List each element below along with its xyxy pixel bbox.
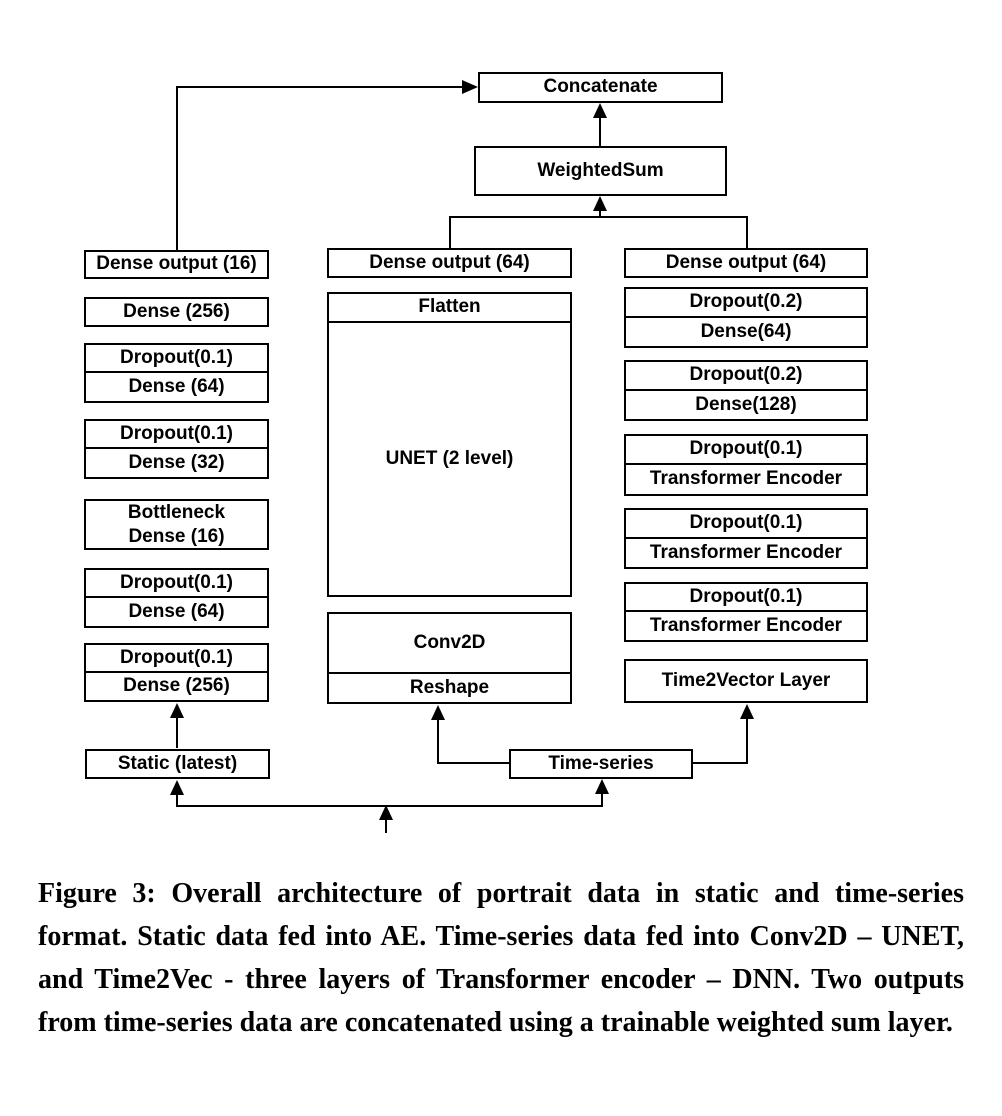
node-dense64: Dense(64) bbox=[626, 316, 866, 346]
node-dropout02-dense128 bbox=[624, 360, 868, 421]
node-dense128: Dense(128) bbox=[626, 389, 866, 419]
figure-caption: Figure 3: Overall architecture of portrait data in static and time-series format. Static data fed into AE. Time-series data fed into Conv2D – UNET, and Time2Vec - three layers of Transformer encoder – DNN. Two outputs from time-series data are concatenated using a trainable weighted sum layer. bbox=[38, 878, 964, 1038]
node-dense-256: Dense (256) bbox=[84, 297, 269, 327]
node-flatten-unet bbox=[327, 292, 572, 597]
arrowhead-concatenate-left bbox=[462, 80, 478, 94]
node-dropout-02: Dropout(0.2) bbox=[689, 364, 803, 386]
bottleneck-label: Bottleneck bbox=[127, 501, 226, 523]
node-transformer-encoder: Transformer Encoder bbox=[626, 463, 866, 494]
node-dense-output-64-mid: Dense output (64) bbox=[327, 248, 572, 278]
node-dense-output-16: Dense output (16) bbox=[84, 250, 269, 279]
node-dense-256b: Dense (256) bbox=[86, 671, 267, 700]
arrowhead-time2vector-bottom bbox=[740, 704, 754, 719]
arrowhead-static-bottom bbox=[170, 780, 184, 795]
arrowhead-concatenate-bottom bbox=[593, 103, 607, 118]
node-dropout-01: Dropout(0.1) bbox=[689, 585, 803, 607]
node-dropout01-transformer-1 bbox=[624, 434, 868, 496]
arrowhead-reshape-bottom bbox=[431, 705, 445, 720]
node-dropout01-transformer-2 bbox=[624, 508, 868, 569]
connector-outputs-to-weightedsum bbox=[450, 217, 747, 248]
node-unet-2-level: UNET (2 level) bbox=[329, 321, 570, 595]
node-dropout-01: Dropout(0.1) bbox=[120, 571, 233, 593]
node-flatten: Flatten bbox=[418, 296, 481, 318]
node-dropout-01: Dropout(0.1) bbox=[120, 646, 233, 668]
connector-input-rail bbox=[177, 792, 602, 806]
node-transformer-encoder: Transformer Encoder bbox=[626, 610, 866, 640]
node-time2vector-layer: Time2Vector Layer bbox=[624, 659, 868, 703]
node-transformer-encoder: Transformer Encoder bbox=[626, 537, 866, 567]
node-dropout-01: Dropout(0.1) bbox=[120, 346, 233, 368]
node-dense-output-64-right: Dense output (64) bbox=[624, 248, 868, 278]
bottleneck-dense-label: Dense (16) bbox=[128, 525, 225, 547]
node-dropout-01: Dropout(0.1) bbox=[689, 512, 803, 534]
node-bottleneck-dense-16 bbox=[84, 499, 269, 550]
node-conv2d-reshape bbox=[327, 612, 572, 704]
node-dropout-dense-256 bbox=[84, 643, 269, 702]
node-dropout-dense-64b bbox=[84, 568, 269, 628]
arrowhead-dense256-bottom bbox=[170, 703, 184, 718]
node-dropout-dense-32 bbox=[84, 419, 269, 479]
connector-timeseries-to-reshape bbox=[438, 718, 509, 763]
arrowhead-input-stub bbox=[379, 805, 393, 820]
node-dropout-02: Dropout(0.2) bbox=[689, 291, 803, 313]
node-static-latest: Static (latest) bbox=[85, 749, 270, 779]
node-dropout-01: Dropout(0.1) bbox=[689, 438, 803, 460]
node-dense-32: Dense (32) bbox=[86, 447, 267, 477]
node-weighted-sum: WeightedSum bbox=[474, 146, 727, 196]
node-dropout-dense-64 bbox=[84, 343, 269, 403]
node-dense-64: Dense (64) bbox=[86, 371, 267, 401]
node-concatenate: Concatenate bbox=[478, 72, 723, 103]
connector-static-to-concatenate bbox=[177, 87, 463, 250]
node-dense-64: Dense (64) bbox=[86, 596, 267, 626]
node-dropout02-dense64 bbox=[624, 287, 868, 348]
node-reshape: Reshape bbox=[329, 672, 570, 702]
connector-timeseries-to-time2vector bbox=[693, 717, 747, 763]
node-dropout01-transformer-3 bbox=[624, 582, 868, 642]
arrowhead-weightedsum-bottom bbox=[593, 196, 607, 211]
node-time-series: Time-series bbox=[509, 749, 693, 779]
node-dropout-01: Dropout(0.1) bbox=[120, 422, 233, 444]
node-conv2d: Conv2D bbox=[413, 631, 486, 653]
arrowhead-timeseries-bottom bbox=[595, 779, 609, 794]
